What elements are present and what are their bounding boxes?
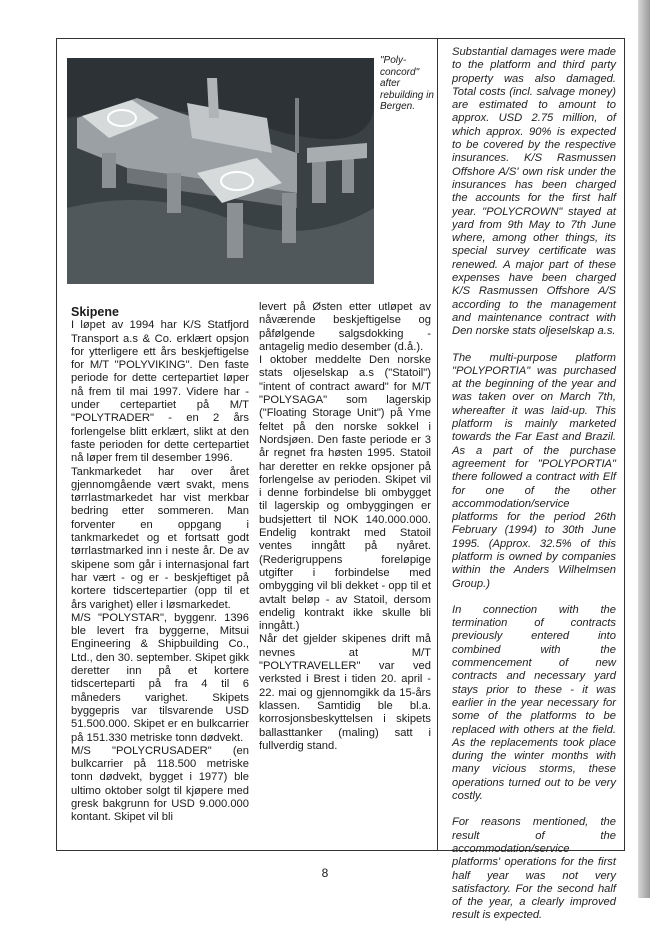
column-left	[71, 306, 249, 825]
paragraph: I oktober meddelte Den norske stats oljeselskap a.s ("Statoil") "intent of contract award" for M/T "POLYSAGA" som lagerskip ("Floating Storage Unit") på Yme feltet på den norske sokkel i Nordsjøen. Den faste periode er 3 år regnet fra høsten 1995. Statoil har deretter en rekke opsjoner på forlengelse av perioden. Skipet vil i denne forbindelse bli ombygget til lagerskip og ombyggingen er budsjettert til NOK 140.000.000. Endelig kontrakt med Statoil ventes inngått på nyåret. (Rederigruppens foreløpige utgifter i forbindelse med ombygging vil bli dekket - opp til et avtalt beløp - av Statoil, dersom endelig kontrakt ikke skulle bli inngått.)	[259, 354, 431, 633]
page-number: 8	[321, 866, 329, 880]
paragraph: Når det gjelder skipenes drift må nevnes at M/T "POLYTRAVELLER" var ved verksted i Brest i tiden 20. april - 22. mai og gjennomgikk da 15-års klassen. Samtidig ble bl.a. korrosjonsbeskyttelsen i skipets ballasttanker (maling) satt i fullverdig stand.	[259, 633, 431, 752]
paragraph: M/S "POLYCRUSADER" (en bulkcarrier på 118.500 metriske tonn dødvekt, bygget i 1977) ble ultimo oktober solgt til kjøpere med gresk bakgrunn for USD 9.000.000 kontant. Skipet vil bli	[71, 744, 249, 824]
paragraph: M/S "POLYSTAR", byggenr. 1396 ble levert fra byggerne, Mitsui Engineering & Shipbuilding Co., Ltd., den 30. september. Skipet gikk deretter inn på et kortere tidscerteparti på fra 4 til 6 måneders varighet. Skipets byggepris var tilsvarende USD 51.500.000. Skipet er en bulkcarrier på 151.330 metriske tonn dødvekt.	[71, 611, 249, 744]
column-divider	[437, 38, 438, 851]
page-edge-shadow	[638, 0, 650, 898]
paragraph: I løpet av 1994 har K/S Statfjord Transport a.s & Co. erklært opsjon for ytterligere ett års beskjeftigelse for M/T "POLYVIKING". Den faste periode for dette certepartiet løper nå frem til mai 1997. Videre har - under certepartiet på M/T "POLYTRADER" - en 2 års forlengelse blitt erklært, slikt at den faste perioden for dette certepartiet nå løper frem til desember 1996.	[71, 319, 249, 465]
paragraph: The multi-purpose platform "POLYPORTIA" was purchased at the beginning of the year and was taken over on March 7th, whereafter it was laid-up. This platform is mainly marketed towards the Far East and Brazil. As a part of the purchase agreement for "POLYPORTIA" there followed a contract with Elf for one of the other accommodation/service platforms for the period 26th February (1994) to 30th June 1995. (Approx. 32.5% of this platform is owned by companies within the Anders Wilhelmsen Group.)	[452, 351, 616, 590]
section-heading: Skipene	[71, 305, 119, 319]
column-middle	[259, 301, 431, 753]
platform-photo	[67, 58, 374, 284]
paragraph: levert på Østen etter utløpet av nåværende beskjeftigelse og påfølgende salgsdokking - antagelig medio desember (d.å.).	[259, 301, 431, 353]
paragraph: Tankmarkedet har over året gjennomgående vært svakt, mens tørrlastmarkedet har vist merkbar bedring etter sommeren. Man forventer en oppgang i tankmarkedet og et fortsatt godt tørrlastmarked inn i neste år. De av skipene som går i internasjonal fart har vært - og er - beskjeftiget på kortere tidscertepartier (opp til et års varighet) eller i løsmarkedet.	[71, 465, 249, 611]
platform-illustration	[67, 58, 374, 284]
paragraph: Substantial damages were made to the platform and third party property was also damaged. Total costs (incl. salvage money) are estimated to amount to approx. USD 2.75 million, of which approx. 90% is expected to be covered by the respective insurances. K/S Rasmussen Offshore A/S' own risk under the insurances has been charged the accounts for the first half year. "POLYCROWN" stayed at yard from 9th May to 7th June where, among other things, its special survey certificate was renewed. A major part of these expenses have been charged K/S Rasmussen Offshore A/S according to the management and maintenance contract with Den norske stats oljeselskap a.s.	[452, 46, 616, 338]
photo-caption: "Poly-concord" after rebuilding in Bergen.	[380, 55, 434, 112]
paragraph: For reasons mentioned, the result of the accommodation/service platforms' operations for the first half year was not very satisfactory. For the second half of the year, a clearly improved result is expected.	[452, 816, 616, 922]
paragraph: In connection with the termination of contracts previously entered into combined with the commencement of new contracts and necessary yard stays prior to these - it was earlier in the year necessary for some of the platforms to be replaced with others at the field. As the replacements took place during the winter months with many vicious storms, these operations turned out to be very costly.	[452, 603, 616, 803]
column-english	[452, 46, 616, 936]
